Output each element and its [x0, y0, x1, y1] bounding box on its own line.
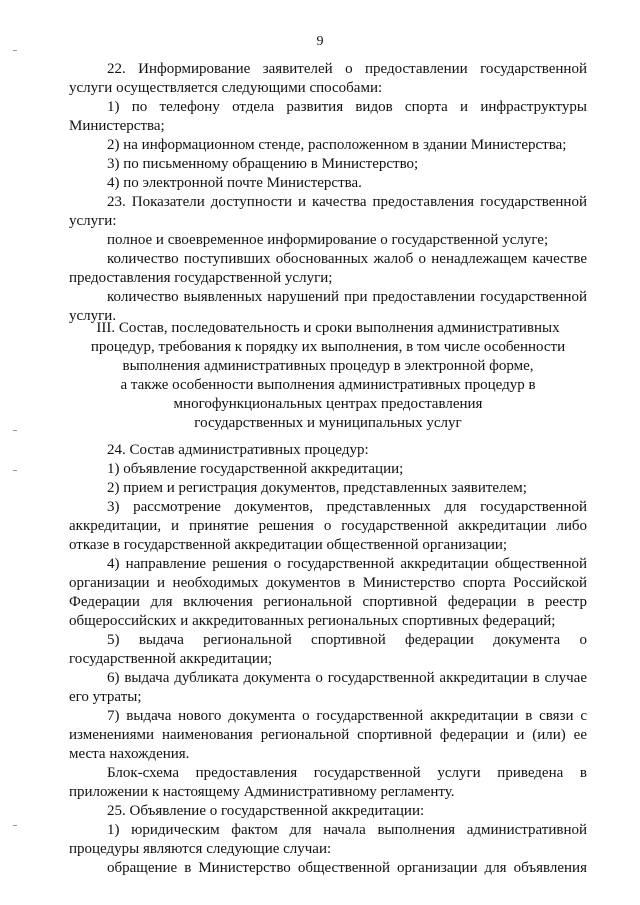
- text-line: организации и необходимых документов в Министерство спорта Российской: [69, 575, 587, 591]
- text-line: 1) юридическим фактом для начала выполнения административной: [107, 822, 587, 838]
- text-line: его утраты;: [69, 689, 142, 705]
- text-line: 1) по телефону отдела развития видов спорта и инфраструктуры: [107, 99, 587, 115]
- margin-mark: [13, 470, 17, 471]
- text-line: Блок-схема предоставления государственной услуги приведена в: [107, 765, 587, 781]
- section-heading: [69, 319, 587, 433]
- text-line: процедуры являются следующие случаи:: [69, 841, 332, 857]
- heading-line: выполнения административных процедур в электронной форме,: [122, 358, 534, 374]
- margin-mark: [13, 430, 17, 431]
- text-line: услуги.: [69, 308, 117, 324]
- text-line: государственной аккредитации;: [69, 651, 273, 667]
- text-line: количество поступивших обоснованных жалоб о ненадлежащем качестве: [107, 251, 587, 267]
- text-line: приложении к настоящему Административному регламенту.: [69, 784, 455, 800]
- text-line: услуги осуществляется следующими способами:: [69, 80, 383, 96]
- text-line: 1) объявление государственной аккредитации;: [107, 461, 404, 477]
- text-line: предоставления государственной услуги;: [69, 270, 333, 286]
- text-line: 24. Состав административных процедур:: [107, 442, 369, 458]
- text-line: 22. Информирование заявителей о предоставлении государственной: [107, 61, 587, 77]
- text-line: 3) по письменному обращению в Министерство;: [107, 156, 419, 172]
- text-line: Федерации для включения региональной спортивной федерации в реестр: [69, 594, 587, 610]
- text-line: обращение в Министерство общественной организации для объявления: [107, 860, 587, 876]
- heading-line: а также особенности выполнения административных процедур в: [120, 377, 536, 393]
- heading-line: государственных и муниципальных услуг: [194, 415, 462, 431]
- paragraphs-22-23: [69, 60, 587, 326]
- heading-line: многофункциональных центрах предоставления: [173, 396, 483, 412]
- text-line: общероссийских и аккредитованных региональных спортивных федераций;: [69, 613, 556, 629]
- text-line: 4) по электронной почте Министерства.: [107, 175, 362, 191]
- text-line: 2) прием и регистрация документов, представленных заявителем;: [107, 480, 527, 496]
- text-line: изменениями наименования региональной спортивной федерации и (или) ее: [69, 727, 587, 743]
- text-line: 3) рассмотрение документов, представленных для государственной: [107, 499, 587, 515]
- text-line: полное и своевременное информирование о государственной услуге;: [107, 232, 549, 248]
- text-line: 2) на информационном стенде, расположенном в здании Министерства;: [107, 137, 567, 153]
- text-line: 4) направление решения о государственной аккредитации общественной: [107, 556, 587, 572]
- text-line: 6) выдача дубликата документа о государственной аккредитации в случае: [107, 670, 587, 686]
- margin-mark: [13, 825, 17, 826]
- text-line: 23. Показатели доступности и качества предоставления государственной: [107, 194, 587, 210]
- page-number: 9: [316, 34, 324, 49]
- text-line: 25. Объявление о государственной аккредитации:: [107, 803, 425, 819]
- heading-line: III. Состав, последовательность и сроки выполнения административных: [96, 320, 560, 336]
- paragraphs-24-25: [69, 441, 587, 878]
- text-line: количество выявленных нарушений при предоставлении государственной: [107, 289, 587, 305]
- heading-line: процедур, требования к порядку их выполнения, в том числе особенности: [90, 339, 566, 355]
- margin-mark: [13, 50, 17, 51]
- text-line: аккредитации, и принятие решения о государственной аккредитации либо: [69, 518, 587, 534]
- text-line: 7) выдача нового документа о государственной аккредитации в связи с: [107, 708, 587, 724]
- text-line: услуги:: [69, 213, 117, 229]
- text-line: места нахождения.: [69, 746, 190, 762]
- text-line: отказе в государственной аккредитации общественной организации;: [69, 537, 508, 553]
- text-line: Министерства;: [69, 118, 165, 134]
- text-line: 5) выдача региональной спортивной федерации документа о: [107, 632, 587, 648]
